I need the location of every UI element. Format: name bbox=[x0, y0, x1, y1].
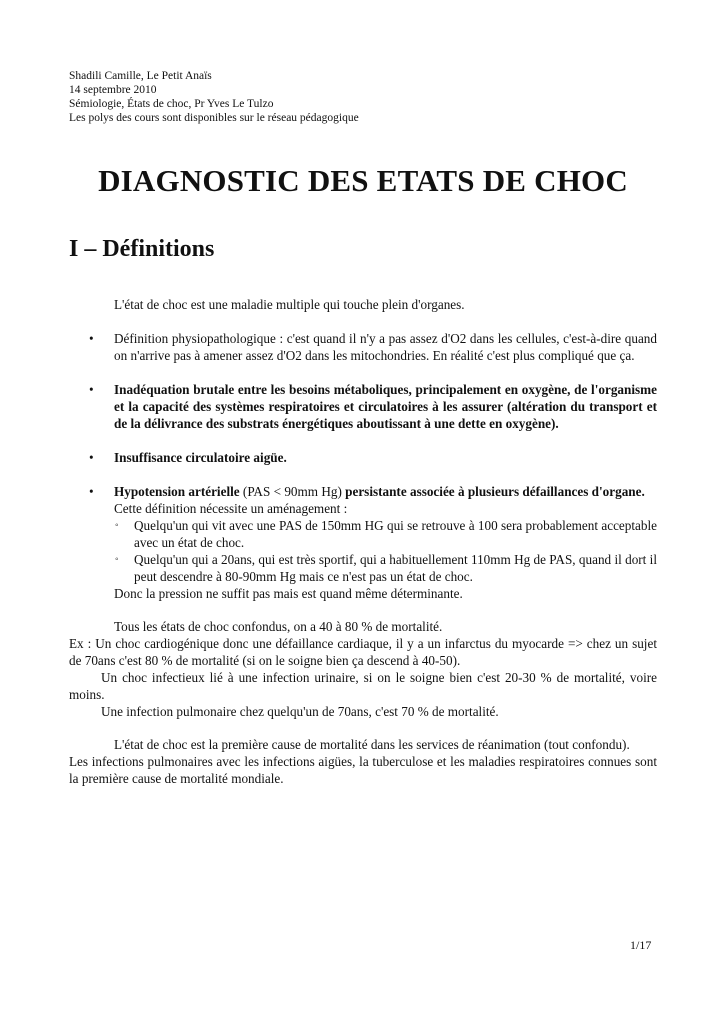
sub-list-item-text: Quelqu'un qui vit avec une PAS de 150mm HG qui se retrouve à 100 sera probablement acceptable avec un état de choc. bbox=[134, 518, 657, 550]
bullet-icon: • bbox=[89, 382, 94, 397]
list-item-hypotension bbox=[69, 483, 657, 500]
document-title: DIAGNOSTIC DES ETATS DE CHOC bbox=[98, 163, 628, 198]
page-number: 1/17 bbox=[630, 938, 652, 952]
sub-list-item-pas-150 bbox=[69, 517, 657, 551]
reanimation-paragraph: L'état de choc est la première cause de mortalité dans les services de réanimation (tout confondu). bbox=[114, 737, 630, 752]
cardiogenic-example: Ex : Un choc cardiogénique donc une défaillance cardiaque, il y a un infarctus du myocarde => chez un sujet de 70ans c'est 80 % de mortalité (si on le soigne bien ça descend à 40-50). bbox=[69, 636, 657, 668]
list-item-definition-physio bbox=[69, 330, 657, 364]
document-header bbox=[69, 69, 359, 125]
hypotension-note: Cette définition nécessite un aménagement : bbox=[114, 501, 348, 516]
header-authors: Shadili Camille, Le Petit Anaïs bbox=[69, 70, 212, 82]
list-item-text: Inadéquation brutale entre les besoins métaboliques, principalement en oxygène, de l'organisme et la capacité des systèmes respiratoires et circulatoires à les assurer (altération du transport et de la délivrance des substrats énergétiques aboutissant à une dette en oxygène). bbox=[114, 382, 657, 431]
section-heading: I – Définitions bbox=[69, 236, 215, 262]
header-note: Les polys des cours sont disponibles sur le réseau pédagogique bbox=[69, 112, 359, 124]
header-date: 14 septembre 2010 bbox=[69, 84, 157, 96]
circle-bullet-icon: ◦ bbox=[115, 520, 119, 531]
world-mortality-paragraph: Les infections pulmonaires avec les infections aigües, la tuberculose et les maladies respiratoires connues sont la première cause de mortalité mondiale. bbox=[69, 754, 657, 786]
header-course: Sémiologie, États de choc, Pr Yves Le Tulzo bbox=[69, 98, 274, 110]
bullet-icon: • bbox=[89, 484, 94, 499]
list-item-text: Définition physiopathologique : c'est quand il n'y a pas assez d'O2 dans les cellules, c'est-à-dire quand on n'arrive pas à amener assez d'O2 dans les mitochondries. En réalité c'est plus compliqué que ça. bbox=[114, 331, 657, 363]
infectious-example: Un choc infectieux lié à une infection urinaire, si on le soigne bien c'est 20-30 % de mortalité, voire moins. bbox=[69, 670, 657, 702]
mortality-paragraph: Tous les états de choc confondus, on a 40 à 80 % de mortalité. bbox=[114, 619, 443, 634]
hypotension-threshold: (PAS < 90mm Hg) bbox=[239, 484, 346, 499]
hypotension-conclusion: Donc la pression ne suffit pas mais est quand même déterminante. bbox=[114, 586, 463, 601]
hypotension-criteria: persistante associée à plusieurs défaillances d'organe. bbox=[345, 484, 645, 499]
bullet-icon: • bbox=[89, 331, 94, 346]
intro-paragraph: L'état de choc est une maladie multiple qui touche plein d'organes. bbox=[114, 297, 465, 312]
pulmonary-example: Une infection pulmonaire chez quelqu'un de 70ans, c'est 70 % de mortalité. bbox=[101, 704, 499, 719]
hypotension-term: Hypotension artérielle bbox=[114, 484, 240, 499]
list-item-insuffisance bbox=[69, 449, 657, 466]
sub-list-item-sportif bbox=[69, 551, 657, 585]
list-item-text: Insuffisance circulatoire aigüe. bbox=[114, 450, 287, 465]
document-body bbox=[69, 296, 657, 787]
sub-list-item-text: Quelqu'un qui a 20ans, qui est très sportif, qui a habituellement 110mm Hg de PAS, quand il dort il peut descendre à 80-90mm Hg mais ce n'est pas un état de choc. bbox=[134, 552, 657, 584]
circle-bullet-icon: ◦ bbox=[115, 554, 119, 565]
list-item-inadequation bbox=[69, 381, 657, 432]
bullet-icon: • bbox=[89, 450, 94, 465]
